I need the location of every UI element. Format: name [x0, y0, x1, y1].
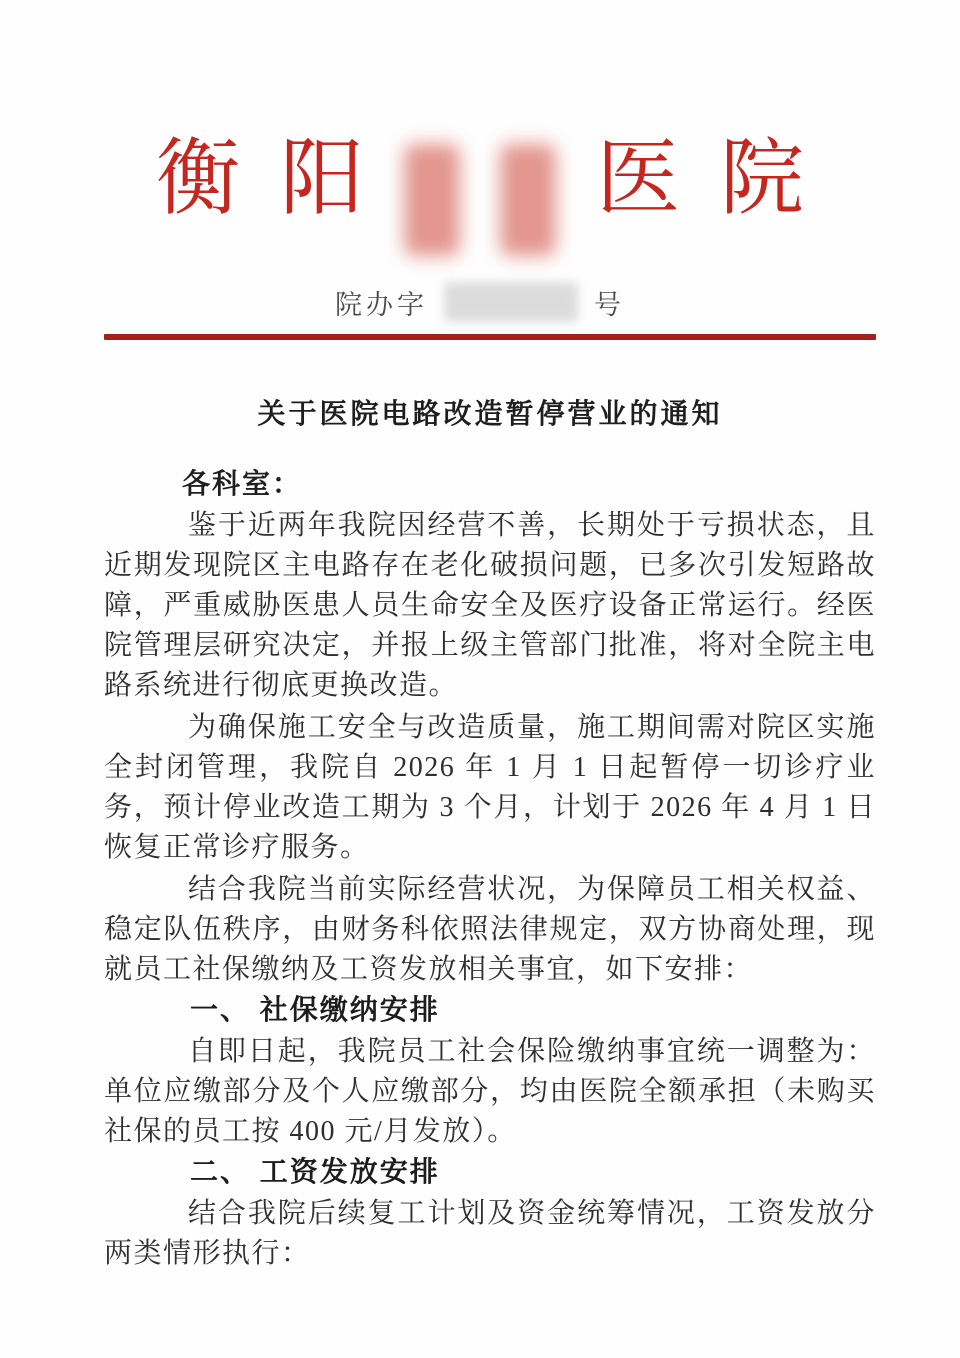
- notice-title: 关于医院电路改造暂停营业的通知: [257, 399, 723, 430]
- document-number-line: [0, 282, 960, 322]
- redacted-hospital-name-blur-2: [500, 144, 556, 256]
- section-2-heading: 二、 工资发放安排: [190, 1156, 440, 1187]
- letterhead-char-3: 医: [596, 133, 681, 226]
- redacted-hospital-name-blur-1: [404, 144, 460, 256]
- redacted-document-number-blur: [444, 282, 578, 322]
- hospital-letterhead: [0, 133, 960, 256]
- red-divider-rule: [104, 334, 876, 340]
- document-number-suffix: 号: [594, 289, 625, 320]
- paragraph-1: 鉴于近两年我院因经营不善，长期处于亏损状态，且近期发现院区主电路存在老化破损问题，已多次引发短路故障，严重威胁医患人员生命安全及医疗设备正常运行。经医院管理层研究决定，并报上级主管部门批准，将对全院主电路系统进行彻底更换改造。: [104, 510, 876, 701]
- letterhead-char-4: 院: [720, 133, 805, 226]
- letterhead-char-1: 衡: [155, 133, 240, 226]
- paragraph-5: 结合我院后续复工计划及资金统筹情况，工资发放分两类情形执行：: [104, 1198, 876, 1269]
- letterhead-char-2: 阳: [279, 133, 364, 226]
- salutation: 各科室：: [182, 468, 303, 499]
- document-number-prefix: 院办字: [335, 289, 428, 320]
- section-1-heading: 一、 社保缴纳安排: [190, 994, 440, 1025]
- paragraph-4: 自即日起，我院员工社会保险缴纳事宜统一调整为：单位应缴部分及个人应缴部分，均由医院全额承担（未购买社保的员工按 400 元/月发放）。: [104, 1036, 876, 1147]
- paragraph-3: 结合我院当前实际经营状况，为保障员工相关权益、稳定队伍秩序，由财务科依照法律规定，双方协商处理，现就员工社保缴纳及工资发放相关事宜，如下安排：: [104, 874, 876, 985]
- paragraph-2: 为确保施工安全与改造质量，施工期间需对院区实施全封闭管理，我院自 2026 年 1 月 1 日起暂停一切诊疗业务，预计停业改造工期为 3 个月，计划于 2026 年 4 月 1 日恢复正常诊疗服务。: [104, 712, 876, 863]
- document-content: [0, 334, 960, 1274]
